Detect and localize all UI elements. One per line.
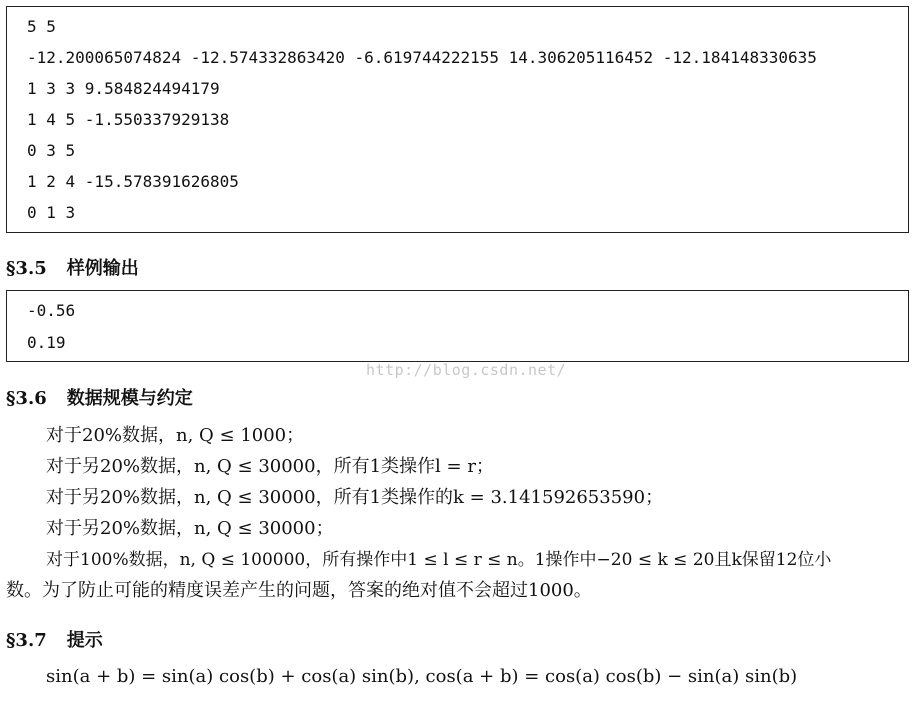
sample-output-line: 0.19 <box>27 333 66 352</box>
section-title: 数据规模与约定 <box>66 388 193 409</box>
sample-input-line: 1 4 5 -1.550337929138 <box>27 110 230 129</box>
sample-input-line: 1 3 3 9.584824494179 <box>27 79 220 98</box>
sample-input-line: 1 2 4 -15.578391626805 <box>27 172 239 191</box>
sample-input-line: 5 5 <box>27 17 56 36</box>
section-heading-hint <box>6 626 103 652</box>
sample-input-line: 0 1 3 <box>27 203 76 222</box>
sample-input-line: -12.200065074824 -12.574332863420 -6.619744222155 14.306205116452 -12.184148330635 <box>27 48 817 67</box>
watermark: http://blog.csdn.net/ <box>366 361 567 379</box>
sample-output-box <box>6 290 909 362</box>
sample-input-line: 0 3 5 <box>27 141 76 160</box>
section-number: §3.5 <box>6 258 47 279</box>
scale-line: 对于20%数据，n, Q ≤ 1000； <box>46 425 305 446</box>
scale-line: 数。为了防止可能的精度误差产生的问题，答案的绝对值不会超过1000。 <box>6 580 592 601</box>
scale-line: 对于100%数据，n, Q ≤ 100000，所有操作中1 ≤ l ≤ r ≤ n。1操作中−20 ≤ k ≤ 20且k保留12位小 <box>46 550 832 570</box>
section-title: 样例输出 <box>66 258 139 279</box>
hint-formula: sin(a + b) = sin(a) cos(b) + cos(a) sin(b), cos(a + b) = cos(a) cos(b) − sin(a) sin(b) <box>46 666 798 687</box>
scale-line: 对于另20%数据，n, Q ≤ 30000，所有1类操作的k = 3.141592653590； <box>46 487 664 508</box>
section-heading-sample-output <box>6 254 139 280</box>
section-number: §3.6 <box>6 388 47 409</box>
scale-line: 对于另20%数据，n, Q ≤ 30000，所有1类操作l = r； <box>46 456 494 477</box>
section-heading-data-scale <box>6 384 193 410</box>
sample-output-line: -0.56 <box>27 301 76 320</box>
section-number: §3.7 <box>6 630 47 651</box>
scale-line: 对于另20%数据，n, Q ≤ 30000； <box>46 518 334 539</box>
section-title: 提示 <box>66 630 103 651</box>
sample-input-box <box>6 6 909 233</box>
